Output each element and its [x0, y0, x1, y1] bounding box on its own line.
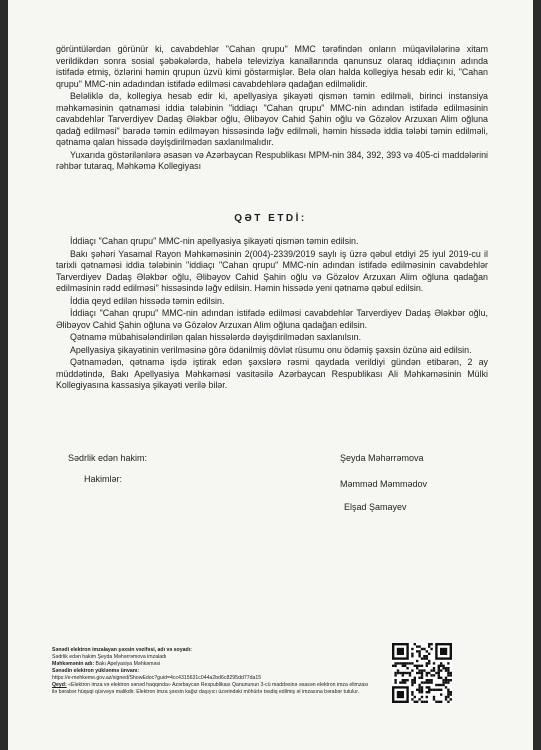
footer-line: Sənədi elektron imzalayan şəxsin vəzifəsi, adı və soyadı:: [52, 647, 192, 653]
judge-name: Məmməd Məmmədov: [340, 479, 428, 489]
paragraph: Apellyasiya şikayətinin verilməsinə görə ödənilmiş dövlət rüsumu onu ödəmiş şəxsin özünə aid edilsin.: [70, 344, 472, 355]
judge-name: Şeyda Məhərrəmova: [340, 453, 424, 463]
paragraph: İddia qeyd edilən hissədə təmin edilsin.: [70, 295, 225, 306]
footer-label: Məhkəmənin adı:: [52, 661, 95, 667]
document-url-link[interactable]: https://e-mehkeme.gov.az/signed/ShowEdoc?guid=4cc4315631c044a2bd6c8295dd77da15: [52, 675, 262, 681]
paragraph: Bakı şəhəri Yasamal Rayon Məhkəməsinin 2(004)-2339/2019 saylı iş üzrə qəbul etdiyi 25 iyul 2019-cu il tarixli qətnaməsi iddia tələbinin "iddiaçı "Cahan qrupu" MMC-nin adından istifadə edilməsinin cavabdehlər Tarverdiyev Dadaş Ələkbər oğlu, Əlibəyov Cahid Şahin oğlu və Gözəlov Arzuxan Alim oğluna qadağan edilməsinin rədd edilməsi" hissəsində ləğv edilsin. Həmin hissədə yeni qətnamə qəbul edilsin.: [56, 248, 488, 293]
footer-line: Sənədin elektron yüklənmə ünvanı:: [52, 668, 140, 674]
footer-note: «Elektron imza və elektron sənəd haqqında» Azərbaycan Respublikası Qanununun 3-cü maddəsinə əsasən elektron imza elimzası ilə bərabər hüquqi qüvvəyə malikdir. Elektron imza şəxsin kağız daşıyıcı üzərindəki möhürlə təsdiq edilmiş əl imzasına bərabər tutulur.: [52, 682, 369, 695]
judges-label: Hakimlər:: [84, 474, 123, 484]
footer-value: Bakı Apelyasiya Məhkəməsi: [95, 661, 161, 667]
presiding-judge-label: Sədrlik edən hakim:: [68, 453, 148, 463]
paragraph: görüntülərdən görünür ki, cavabdehlər "Cahan qrupu" MMC tərəfindən onların müqavilələrinə xitam verildikdən sonra sosial şəbəkələrdə, habelə televiziya kanallarında qanunsuz olaraq iddiaçının adında istifadə etmiş, özlərini həmin qrupun üzvü kimi göstərmişlər. Belə olan halda kollegiya hesab edir ki, "Cahan qrupu" MMC-nin adadından istifadə edilməsi cavabdehlərə qadağan edilməlidir.: [56, 44, 488, 89]
paragraph: Yuxarıda göstərilənlərə əsasən və Azərbaycan Respublikası MPM-nin 384, 392, 393 və 405-ci maddələrini rəhbər tutaraq, Məhkəmə Kollegiyası: [56, 149, 488, 171]
decision-section: [56, 236, 488, 393]
document-page: [8, 0, 533, 750]
paragraph: İddiaçı "Cahan qrupu" MMC-nin adından istifadə edilməsi cavabdehlər Tarverdiyev Dadaş Ələkbər oğlu, Əlibəyov Cahid Şahin oğluna və Gözəlov Arzuxan Alim oğluna qadağan edilsin.: [56, 308, 488, 330]
judge-name: Elşad Şamayev: [344, 502, 407, 512]
paragraph: Beləliklə də, kollegiya hesab edir ki, apellyasiya şikayəti qismən təmin edilməli, birinci instansiya məhkəməsinin qətnaməsi iddia tələbinin "iddiaçı "Cahan qrupu" MMC-nin adından istifadə edilməsinin cavabdehlər Tarverdiyev Dadaş Ələkbər oğlu, Əlibəyov Cahid Şahin oğlu və Gözəlov Arzuxan Alim oğluna qadağ edilməsi" barədə təmin edilməyən hissəsində ləğv edilməli, həmin hissədə iddia tələbi təmin edilməli, qətnamə qalan hissədə dəyişdirilmədən saxlanılmalıdır.: [56, 91, 488, 147]
reasoning-section: [56, 44, 488, 174]
paragraph: İddiaçı "Cahan qrupu" MMC-nin apellyasiya şikayəti qismən təmin edilsin.: [70, 236, 359, 246]
footer-label: Qeyd:: [52, 682, 67, 688]
paragraph: Qətnamə mübahisələndirilən qalan hissələrdə dəyişdirilmədən saxlanılsın.: [70, 332, 362, 342]
decision-heading: QƏT ETDİ:: [234, 213, 307, 224]
footer-line: Sədrlik edən hakim Şeyda Məhərrəmova imzaladı: [52, 654, 167, 660]
paragraph: Qətnamədən, qətnamə işdə iştirak edən şəxslərə rəsmi qaydada verildiyi gündən etibarən, 2 ay müddətində, Bakı Apellyasiya Məhkəməsi vasitəsilə Azərbaycan Respublikası Ali Məhkəməsinin Mülki Kollegiyasına kassasiya şikayəti verilə bilər.: [56, 357, 488, 390]
qr-code-icon: [392, 643, 452, 703]
e-signature-footer: [52, 647, 372, 696]
